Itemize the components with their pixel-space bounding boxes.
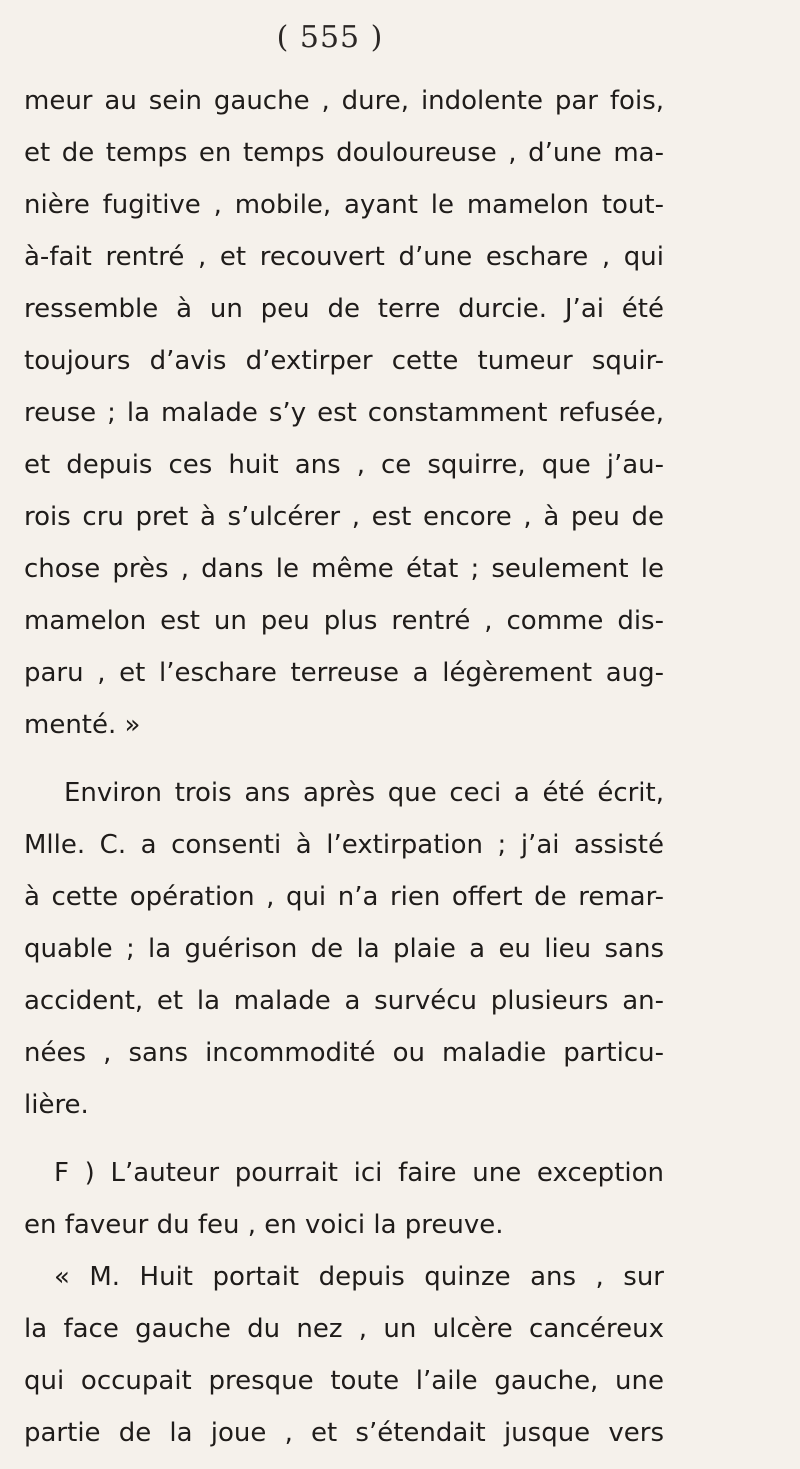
text-line: paru , et l’eschare terreuse a légèrement aug- <box>24 658 664 688</box>
text-line: quable ; la guérison de la plaie a eu lieu sans <box>24 934 664 964</box>
text-line: F ) L’auteur pourrait ici faire une exception <box>54 1158 664 1188</box>
paragraph-4 <box>24 1251 664 1459</box>
text-line: mamelon est un peu plus rentré , comme dis- <box>24 606 664 636</box>
page-number: ( 555 ) <box>276 20 384 55</box>
text-line: lière. <box>24 1090 89 1120</box>
text-line: en faveur du feu , en voici la preuve. <box>24 1210 504 1240</box>
text-line: « M. Huit portait depuis quinze ans , sur <box>54 1262 664 1292</box>
paragraph-gap <box>24 1131 664 1147</box>
paragraph-gap <box>24 751 664 767</box>
text-line: Environ trois ans après que ceci a été écrit, <box>64 778 664 808</box>
text-line: nées , sans incommodité ou maladie particu- <box>24 1038 664 1068</box>
text-line: et depuis ces huit ans , ce squirre, que j’au- <box>24 450 664 480</box>
body-text <box>24 75 664 1459</box>
paragraph-2 <box>24 767 664 1131</box>
text-line: toujours d’avis d’extirper cette tumeur squir- <box>24 346 664 376</box>
text-line: rois cru pret à s’ulcérer , est encore , à peu de <box>24 502 664 532</box>
text-line: ressemble à un peu de terre durcie. J’ai été <box>24 294 664 324</box>
text-line: menté. » <box>24 710 141 740</box>
text-line: nière fugitive , mobile, ayant le mamelon tout- <box>24 190 664 220</box>
text-line: chose près , dans le même état ; seulement le <box>24 554 664 584</box>
text-line: Mlle. C. a consenti à l’extirpation ; j’ai assisté <box>24 830 664 860</box>
text-line: la face gauche du nez , un ulcère cancéreux <box>24 1314 664 1344</box>
text-line: à-fait rentré , et recouvert d’une eschare , qui <box>24 242 664 272</box>
text-line: reuse ; la malade s’y est constamment refusée, <box>24 398 664 428</box>
paragraph-3 <box>24 1147 664 1251</box>
paragraph-1 <box>24 75 664 751</box>
text-line: meur au sein gauche , dure, indolente par fois, <box>24 86 664 116</box>
text-line: qui occupait presque toute l’aile gauche, une <box>24 1366 664 1396</box>
text-line: à cette opération , qui n’a rien offert de remar- <box>24 882 664 912</box>
text-line: accident, et la malade a survécu plusieurs an- <box>24 986 664 1016</box>
text-line: partie de la joue , et s’étendait jusque vers <box>24 1418 664 1448</box>
text-line: et de temps en temps douloureuse , d’une ma- <box>24 138 664 168</box>
